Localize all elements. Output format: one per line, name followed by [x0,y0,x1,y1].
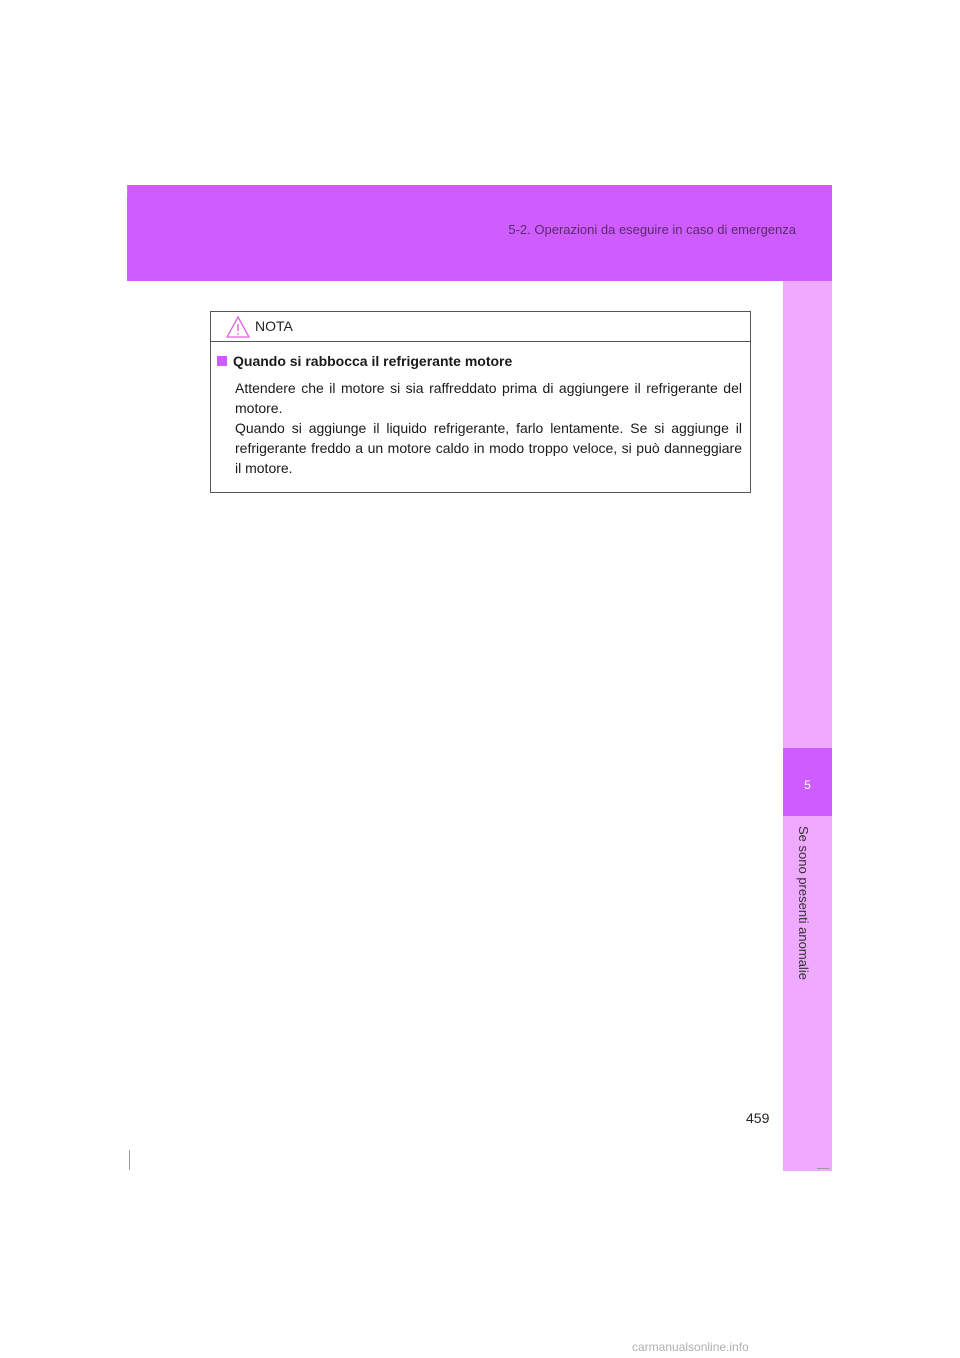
note-item-title-text: Quando si rabbocca il refrigerante motore [233,353,513,369]
chapter-tab [783,748,832,816]
note-paragraph: Attendere che il motore si sia raffreddato prima di aggiungere il refrigerante del motore. [235,380,742,416]
side-strip [783,281,832,1171]
watermark: carmanualsonline.info [632,1340,749,1354]
page-number: 459 [746,1110,770,1126]
crop-mark [129,1150,130,1170]
note-paragraph: Quando si aggiunge il liquido refrigerante, farlo lentamente. Se si aggiunge il refrigerante freddo a un motore caldo in modo troppo veloce, si può danneggiare il motore. [235,420,742,476]
note-item-title [217,353,742,369]
note-item-text [235,378,742,478]
chapter-number: 5 [804,778,811,792]
chapter-title: Se sono presenti anomalie [796,826,811,980]
note-label: NOTA [255,318,293,334]
note-body [211,342,750,478]
section-title: 5-2. Operazioni da eseguire in caso di emergenza [508,222,796,237]
note-header [211,312,750,342]
crop-mark [817,1168,829,1169]
crop-mark [127,185,128,197]
square-bullet-icon [217,356,227,366]
note-box [210,311,751,493]
warning-triangle-icon [226,316,250,338]
header-band [127,185,832,281]
